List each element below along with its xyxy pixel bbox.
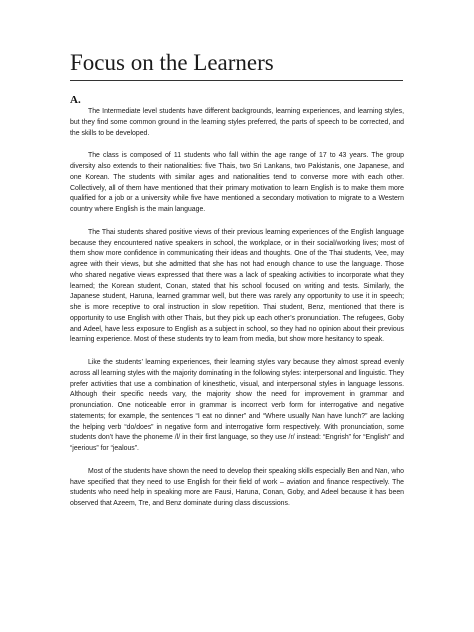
paragraph-speaking-skills: Most of the students have shown the need to develop their speaking skills especially Ben and Nan, who have specified that they need to use English for their field of work – aviation and finance respectively. The students who need help in speaking more are Fausi, Haruna, Conan, Goby, and Adeel because it has been observed that Azeem, Tre, and Benz dominate during class discussions. (70, 467, 404, 507)
section-heading: A. (70, 94, 81, 106)
paragraph-learning-styles: Like the students’ learning experiences, their learning styles vary because they almost spread evenly across all learning styles with the majority dominating in the following styles: interpersonal and linguistic. They prefer activities that use a combination of kinesthetic, visual, and interpersonal styles in language lessons. Although their specific needs vary, the majority show the need for improvement in grammar and pronunciation. One noticeable error in grammar is incorrect verb form for interrogative and negative statements; for example, the sentences “I eat no dinner” and “Where usually Nan have lunch?” are lacking the helping verb “do/does” in negative form and interrogative form respectively. With pronunciation, some students don’t have the phoneme /l/ in their first language, so they use /r/ instead: “Engrish” for “English” and “jeerious” for “jealous”. (70, 359, 404, 452)
title-divider (70, 80, 403, 81)
paragraph-intro: The Intermediate level students have different backgrounds, learning experiences, and learning styles, but they find some common ground in the learning styles preferred, the parts of speech to be corrected, and the skills to be developed. (70, 108, 404, 137)
page-title: Focus on the Learners (70, 50, 274, 75)
paragraph-class-composition: The class is composed of 11 students who fall within the age range of 17 to 43 years. The group diversity also extends to their nationalities: five Thais, two Sri Lankans, two Pakistanis, one Japanese, and one Korean. The students with similar ages and nationalities tend to converse more with each other. Collectively, all of them have mentioned that their primary motivation to learn English is to make them more qualified for a job or a university while five have mentioned a secondary motivation to migrate to a Western country where English is the main language. (70, 152, 404, 213)
paragraph-learning-experiences: The Thai students shared positive views of their previous learning experiences of the English language because they encountered native speakers in school, the workplace, or in their social/working lives; most of them show more confidence in communicating their ideas and thoughts. One of the Thai students, Vee, may agree with their views, but she admitted that she has not had enough chance to use the language. Those who shared negative views expressed that there was a lack of speaking activities to incorporate what they learned; the Korean student, Conan, stated that his school focused on writing and tests. Similarly, the Japanese student, Haruna, learned grammar well, but there was rarely any opportunity to use it in speech; she is more receptive to oral instruction in slow repetition. Thai student, Benz, mentioned that there is opportunity to use English with other Thais, but they pick up each other’s pronunciation. The refugees, Goby and Adeel, have less exposure to English as a subject in school, so they had no opinion about their previous learning experience. Most of these students try to learn from media, but show more hesitancy to speak. (70, 228, 404, 344)
body-text (70, 107, 404, 522)
